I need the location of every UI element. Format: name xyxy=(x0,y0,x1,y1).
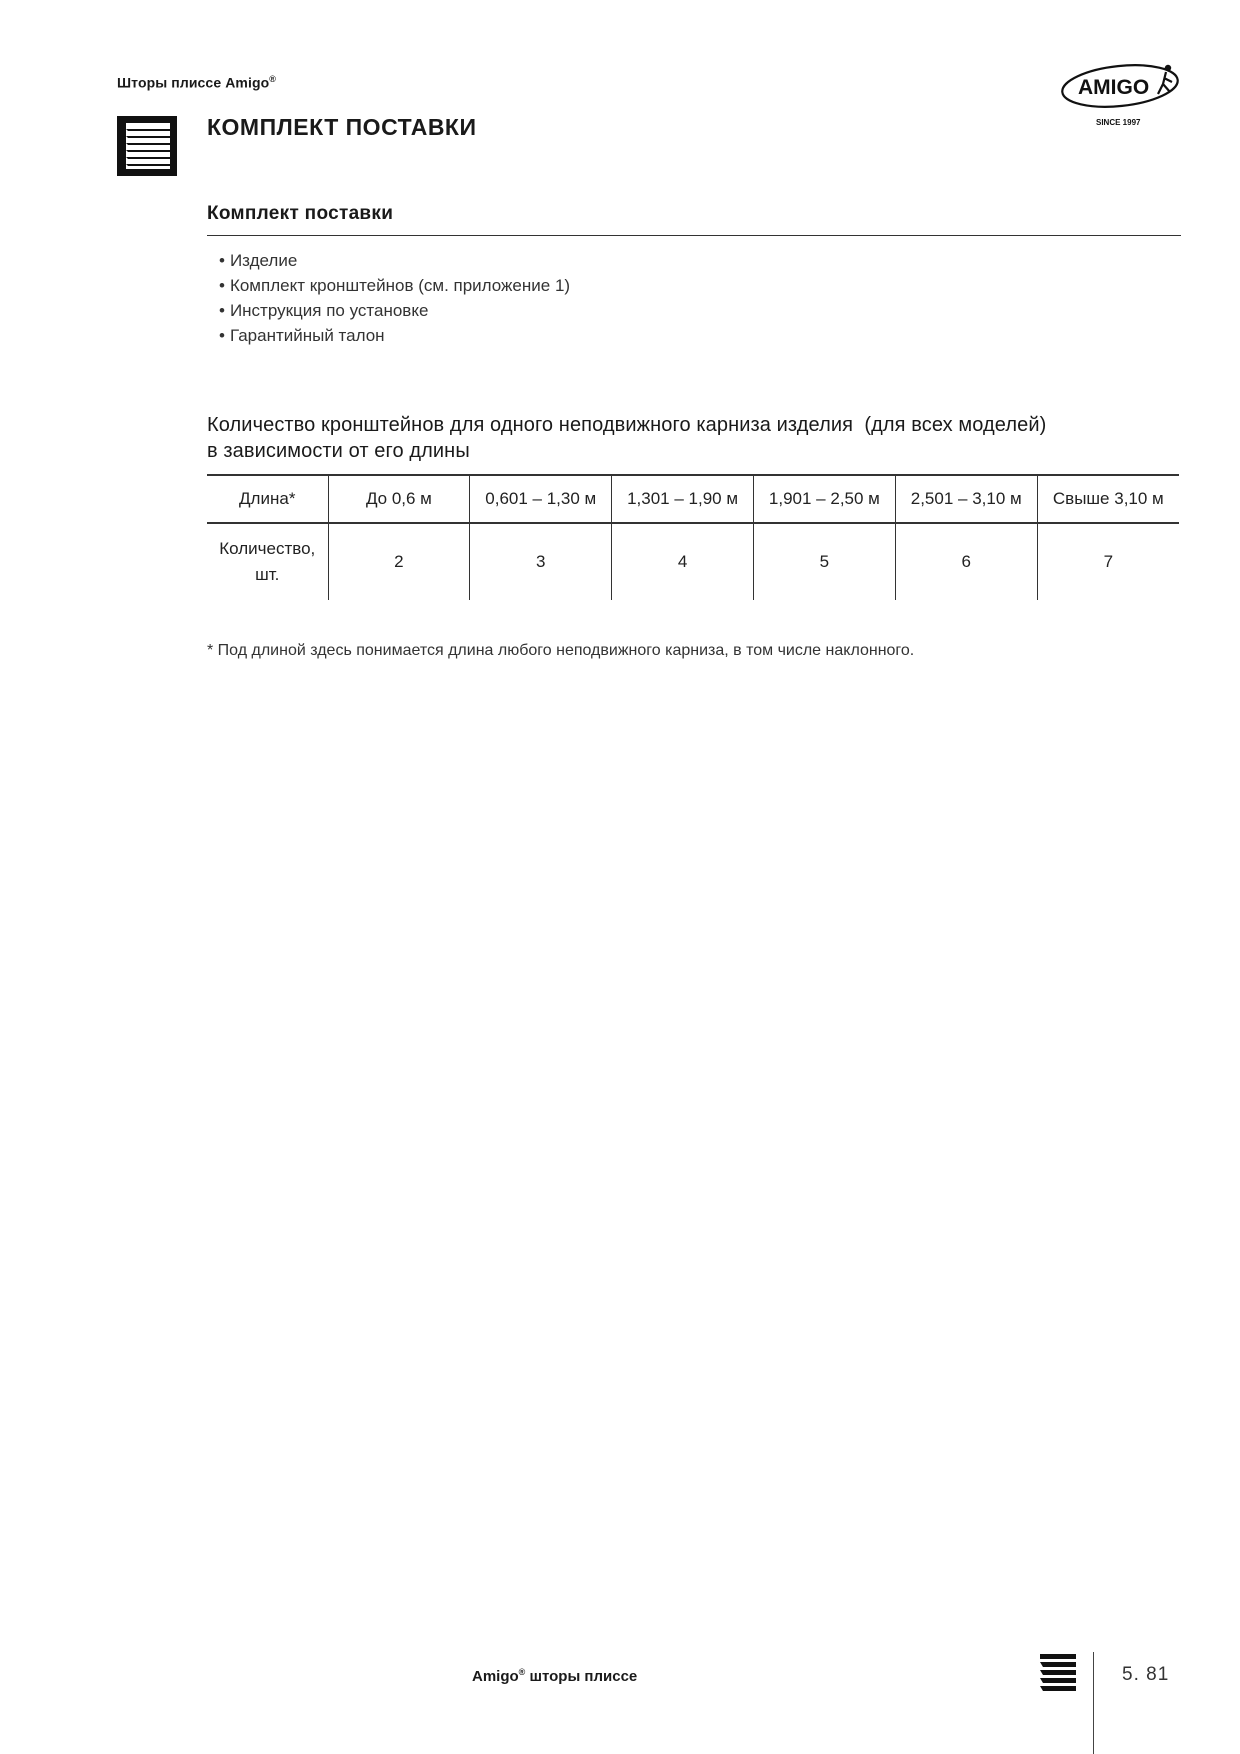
table-row xyxy=(207,523,1179,600)
list-item: • Инструкция по установке xyxy=(219,298,570,323)
pleated-blind-icon xyxy=(1037,1654,1079,1694)
table-header-row xyxy=(207,475,1179,523)
registered-mark: ® xyxy=(269,74,276,84)
footer-divider xyxy=(1093,1652,1094,1754)
quantity-cell: 6 xyxy=(895,523,1037,600)
header-cell-length: Длина* xyxy=(207,475,328,523)
header-cell: Свыше 3,10 м xyxy=(1037,475,1179,523)
amigo-logo xyxy=(1060,58,1185,130)
delivery-subtitle: Комплект поставки xyxy=(207,203,394,224)
brackets-table-title xyxy=(207,412,1167,464)
quantity-cell: 3 xyxy=(470,523,612,600)
footer-brand: Amigo xyxy=(472,1668,519,1685)
row-label-line-1: Количество, xyxy=(219,539,316,558)
page-number: 5. 81 xyxy=(1122,1664,1170,1685)
list-item: • Гарантийный талон xyxy=(219,323,570,348)
row-label-line-2: шт. xyxy=(255,565,280,584)
subtitle-divider xyxy=(207,235,1181,236)
table-title-line-1: Количество кронштейнов для одного неподвижного карниза изделия (для всех моделей) xyxy=(207,414,1047,436)
header-cell: 1,901 – 2,50 м xyxy=(753,475,895,523)
quantity-cell: 4 xyxy=(612,523,754,600)
list-item: • Комплект кронштейнов (см. приложение 1) xyxy=(219,273,570,298)
footnote: * Под длиной здесь понимается длина любого неподвижного карниза, в том числе наклонного. xyxy=(207,642,915,659)
logo-brand: AMIGO xyxy=(1078,76,1150,99)
header-cell: До 0,6 м xyxy=(328,475,470,523)
page-title: КОМПЛЕКТ ПОСТАВКИ xyxy=(207,114,477,140)
running-header-text: Шторы плиссе Amigo xyxy=(117,74,270,91)
header-cell: 0,601 – 1,30 м xyxy=(470,475,612,523)
footer-label: шторы плиссе xyxy=(525,1668,638,1685)
header-cell: 2,501 – 3,10 м xyxy=(895,475,1037,523)
delivery-items-list xyxy=(219,248,570,348)
quantity-cell: 7 xyxy=(1037,523,1179,600)
table-title-line-2: в зависимости от его длины xyxy=(207,440,470,462)
running-header xyxy=(117,74,276,91)
brackets-table xyxy=(207,474,1179,600)
list-item: • Изделие xyxy=(219,248,570,273)
row-label-quantity xyxy=(207,523,328,600)
quantity-cell: 5 xyxy=(753,523,895,600)
logo-since: SINCE 1997 xyxy=(1096,118,1141,127)
footer-registered-mark: ® xyxy=(518,1667,526,1677)
pleated-blind-icon xyxy=(117,116,177,176)
header-cell: 1,301 – 1,90 м xyxy=(612,475,754,523)
footer-title xyxy=(472,1667,637,1685)
quantity-cell: 2 xyxy=(328,523,470,600)
